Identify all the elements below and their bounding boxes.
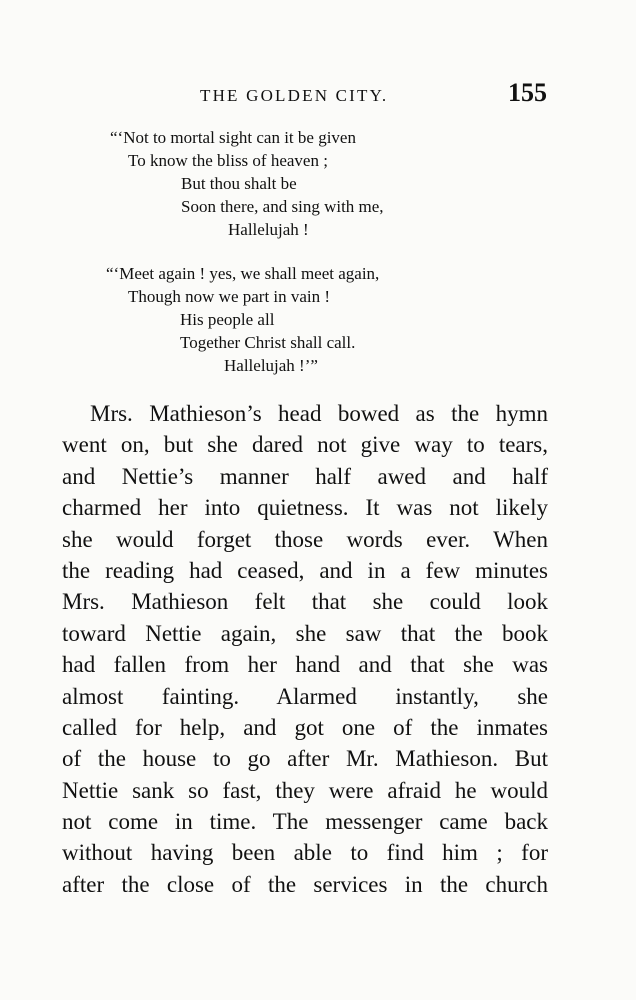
text-line: had fallen from her hand and that she was — [62, 652, 548, 678]
text-line: Mrs. Mathieson felt that she could look — [62, 589, 548, 615]
verse-line: Though now we part in vain ! — [128, 287, 331, 306]
text-line: Nettie sank so fast, they were afraid he would — [62, 777, 548, 803]
text-line: went on, but she dared not give way to tears, — [62, 432, 548, 458]
verse-line: “‘Meet again ! yes, we shall meet again, — [106, 264, 380, 283]
text-line: almost fainting. Alarmed instantly, she — [62, 683, 548, 709]
running-head: THE GOLDEN CITY. — [200, 86, 389, 105]
page-number: 155 — [508, 78, 547, 107]
verse-line: Soon there, and sing with me, — [181, 197, 384, 216]
verse-line: Hallelujah !’” — [224, 356, 318, 375]
text-line: of the house to go after Mr. Mathieson. But — [62, 746, 548, 772]
text-line: without having been able to find him ; for — [62, 840, 548, 866]
text-line: and Nettie’s manner half awed and half — [62, 463, 548, 489]
hymn-stanza-1 — [110, 126, 384, 241]
text-line: Mrs. Mathieson’s head bowed as the hymn — [90, 401, 548, 426]
text-line: charmed her into quietness. It was not likely — [62, 495, 548, 521]
text-line: not come in time. The messenger came back — [62, 809, 548, 835]
verse-line: His people all — [180, 310, 275, 329]
page-header — [0, 74, 636, 114]
verse-line: To know the bliss of heaven ; — [128, 151, 328, 170]
verse-line: But thou shalt be — [181, 174, 297, 193]
text-line: toward Nettie again, she saw that the book — [62, 620, 548, 646]
text-line: called for help, and got one of the inmates — [62, 714, 548, 740]
text-line: she would forget those words ever. When — [62, 526, 548, 552]
verse-line: “‘Not to mortal sight can it be given — [110, 128, 356, 147]
body-paragraph — [62, 398, 548, 900]
verse-line: Hallelujah ! — [228, 220, 309, 239]
hymn-stanza-2 — [106, 262, 379, 377]
text-line: after the close of the services in the church — [62, 871, 548, 897]
text-line: the reading had ceased, and in a few minutes — [62, 557, 548, 583]
verse-line: Together Christ shall call. — [180, 333, 356, 352]
